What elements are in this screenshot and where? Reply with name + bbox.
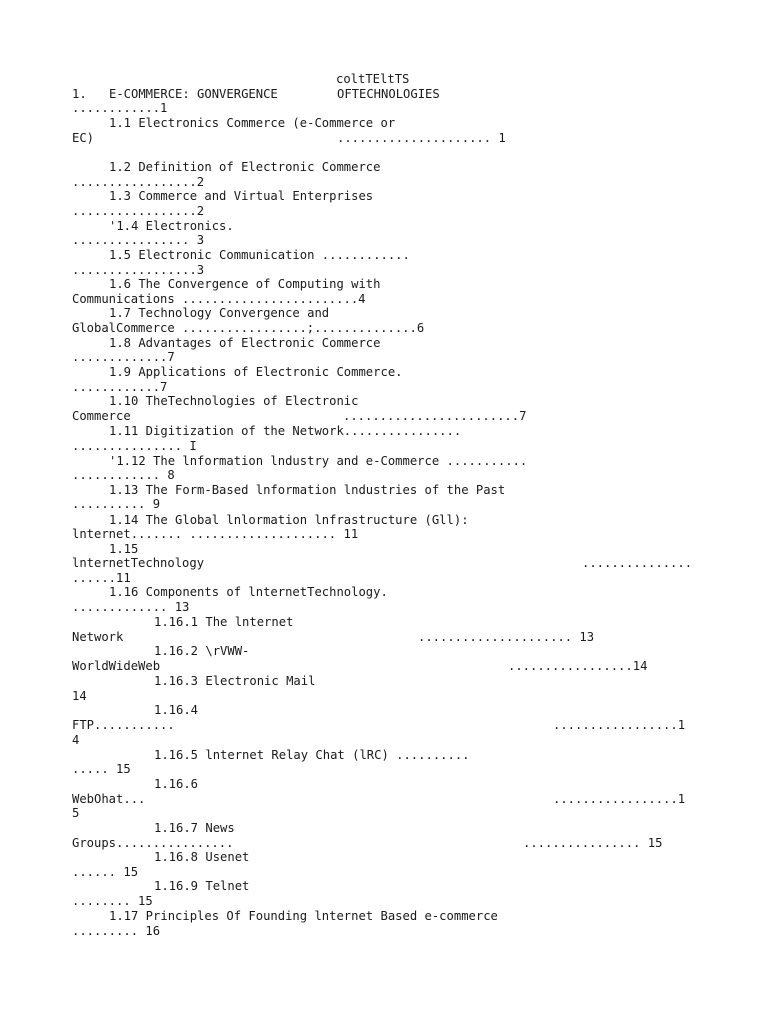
toc-entry: 1.17 Principles Of Founding lnternet Based e-commerce bbox=[109, 909, 498, 923]
toc-entry: 1.9 Applications of Electronic Commerce. bbox=[109, 365, 403, 379]
toc-page: .................2 bbox=[72, 175, 205, 189]
toc-subentry: 1.16.3 Electronic Mail bbox=[154, 674, 316, 688]
toc-page: ......11 bbox=[72, 571, 131, 585]
toc-subentry: 1.16.2 \rVWW- bbox=[154, 644, 250, 658]
chapter-title: E-COMMERCE: GONVERGENCE bbox=[109, 87, 278, 101]
toc-page: .......... 9 bbox=[72, 497, 161, 511]
toc-page: ........................7 bbox=[343, 409, 527, 423]
toc-entry: 1.6 The Convergence of Computing with bbox=[109, 277, 381, 291]
toc-page: .................14 bbox=[508, 659, 648, 673]
toc-entry: 1.3 Commerce and Virtual Enterprises bbox=[109, 189, 374, 203]
toc-page: ................ 3 bbox=[72, 233, 205, 247]
toc-leader: ............... bbox=[582, 556, 693, 570]
toc-entry-cont: FTP........... bbox=[72, 718, 175, 732]
toc-subentry: 1.16.7 News bbox=[154, 821, 235, 835]
toc-entry: 1.14 The Global lnlormation lnfrastructure (Gll): bbox=[109, 513, 469, 527]
page-title: coltTEltTS bbox=[336, 72, 410, 86]
toc-entry-cont: WorldWideWeb bbox=[72, 659, 161, 673]
toc-entry-cont: EC) bbox=[72, 131, 95, 145]
toc-page: 5 bbox=[72, 806, 80, 820]
toc-entry: 1.15 bbox=[109, 542, 139, 556]
toc-page: ..... 15 bbox=[72, 762, 131, 776]
toc-entry-cont: Network bbox=[72, 630, 124, 644]
toc-entry: 1.11 Digitization of the Network................ bbox=[109, 424, 462, 438]
toc-entry: 1.7 Technology Convergence and bbox=[109, 306, 330, 320]
toc-page: .................3 bbox=[72, 263, 205, 277]
toc-page: GlobalCommerce .................;..............6 bbox=[72, 321, 425, 335]
toc-subentry: 1.16.1 The lnternet bbox=[154, 615, 294, 629]
toc-entry-cont: WebOhat... bbox=[72, 792, 146, 806]
toc-entry: 1.10 TheTechnologies of Electronic bbox=[109, 394, 359, 408]
toc-leader: .................1 bbox=[553, 792, 686, 806]
toc-entry-cont: Commerce bbox=[72, 409, 131, 423]
toc-entry: 1.13 The Form-Based lnformation lndustries of the Past bbox=[109, 483, 506, 497]
toc-page: lnternet....... .................... 11 bbox=[72, 527, 359, 541]
toc-subentry: 1.16.5 lnternet Relay Chat (lRC) .......... bbox=[154, 748, 470, 762]
toc-page: ............ 8 bbox=[72, 468, 175, 482]
toc-page: .................2 bbox=[72, 204, 205, 218]
toc-entry: 1.1 Electronics Commerce (e-Commerce or bbox=[109, 116, 396, 130]
toc-page: ............7 bbox=[72, 380, 168, 394]
toc-subentry: 1.16.9 Telnet bbox=[154, 879, 250, 893]
chapter-page: ............1 bbox=[72, 101, 168, 115]
chapter-number: 1. bbox=[72, 87, 87, 101]
chapter-title-cont: OFTECHNOLOGIES bbox=[337, 87, 440, 101]
toc-subentry: 1.16.8 Usenet bbox=[154, 850, 250, 864]
toc-subentry: 1.16.6 bbox=[154, 777, 199, 791]
toc-entry-cont: Groups................ bbox=[72, 836, 234, 850]
toc-subentry: 1.16.4 bbox=[154, 703, 199, 717]
toc-page: ................ 15 bbox=[523, 836, 663, 850]
toc-entry: 1.2 Definition of Electronic Commerce bbox=[109, 160, 381, 174]
toc-entry: '1.12 The lnformation lndustry and e-Commerce ........... bbox=[109, 454, 528, 468]
toc-page: ............... I bbox=[72, 439, 197, 453]
toc-page: ..................... 13 bbox=[418, 630, 595, 644]
toc-page: 14 bbox=[72, 689, 87, 703]
toc-entry: '1.4 Electronics. bbox=[109, 219, 234, 233]
toc-entry-cont: lnternetTechnology bbox=[72, 556, 205, 570]
toc-page: ............. 13 bbox=[72, 600, 190, 614]
toc-entry: 1.8 Advantages of Electronic Commerce bbox=[109, 336, 381, 350]
toc-page: ........ 15 bbox=[72, 894, 153, 908]
toc-leader: .................1 bbox=[553, 718, 686, 732]
toc-page: 4 bbox=[72, 733, 80, 747]
toc-page: ...... 15 bbox=[72, 865, 139, 879]
toc-page: Communications ........................4 bbox=[72, 292, 366, 306]
toc-entry: 1.5 Electronic Communication ............ bbox=[109, 248, 410, 262]
toc-page: ..................... 1 bbox=[337, 131, 506, 145]
toc-entry: 1.16 Components of lnternetTechnology. bbox=[109, 585, 388, 599]
toc-page: .............7 bbox=[72, 350, 175, 364]
toc-page: ......... 16 bbox=[72, 924, 161, 938]
